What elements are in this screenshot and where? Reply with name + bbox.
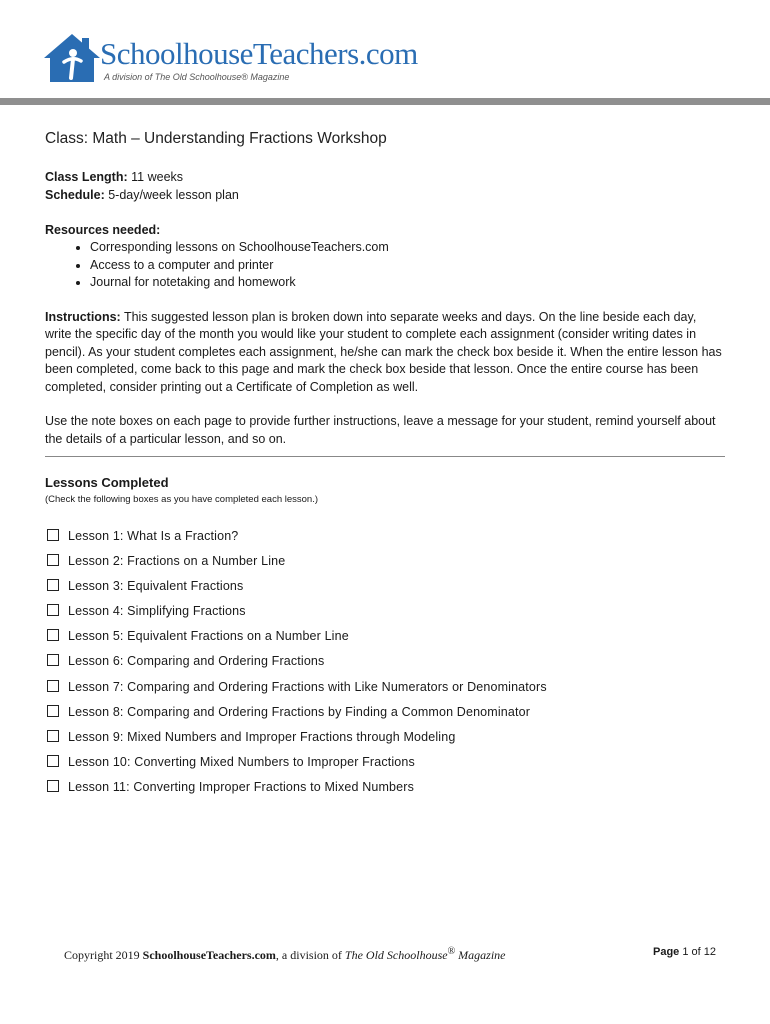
schedule-row xyxy=(45,186,725,204)
lesson-row xyxy=(45,578,725,603)
lesson-checkbox[interactable] xyxy=(47,554,59,566)
lesson-label: Lesson 6: Comparing and Ordering Fractions xyxy=(68,654,325,669)
lessons-heading: Lessons Completed xyxy=(45,475,169,490)
lesson-row xyxy=(45,653,725,678)
lesson-row xyxy=(45,553,725,578)
logo-wordmark: SchoolhouseTeachers.com xyxy=(100,36,418,71)
class-overview xyxy=(45,130,725,448)
instructions-text: This suggested lesson plan is broken down into separate weeks and days. On the line beside each day, write the specific day of the month you would like your student to complete each assignment (consider writing dates in pencil). As your student completes each assignment, he/she can mark the check box beside it. When the entire lesson has been completed, come back to this page and mark the check box beside that lesson. Once the entire course has been completed, consider printing out a Certificate of Completion as well. xyxy=(45,309,722,394)
lesson-label: Lesson 9: Mixed Numbers and Improper Fractions through Modeling xyxy=(68,729,456,744)
lesson-checkbox[interactable] xyxy=(47,604,59,616)
lesson-label: Lesson 1: What Is a Fraction? xyxy=(68,529,239,543)
page-total: of 12 xyxy=(691,946,716,958)
lesson-checkbox[interactable] xyxy=(47,529,59,541)
lesson-row xyxy=(45,679,725,704)
copyright-magazine: The Old Schoolhouse xyxy=(344,948,448,962)
lesson-label: Lesson 11: Converting Improper Fractions to Mixed Numbers xyxy=(68,779,414,794)
registered-mark: ® xyxy=(447,946,456,957)
section-divider xyxy=(45,456,725,457)
copyright-line xyxy=(64,946,506,963)
copyright-magazine-suffix: Magazine xyxy=(458,948,506,962)
resource-item: • Journal for notetaking and homework xyxy=(90,274,725,292)
lesson-row xyxy=(45,628,725,653)
lesson-label: Lesson 8: Comparing and Ordering Fractions by Finding a Common Denominator xyxy=(68,704,531,719)
lesson-checkbox[interactable] xyxy=(47,705,59,717)
lesson-label: Lesson 3: Equivalent Fractions xyxy=(68,579,244,594)
lesson-checkbox[interactable] xyxy=(47,654,59,666)
resources-heading: Resources needed: xyxy=(45,223,161,237)
page-current: 1 xyxy=(682,946,689,958)
logo-subtitle: A division of The Old Schoolhouse® Magazine xyxy=(104,72,290,82)
resource-item: • Access to a computer and printer xyxy=(90,257,725,275)
lesson-label: Lesson 5: Equivalent Fractions on a Number Line xyxy=(68,629,349,644)
lesson-checkbox[interactable] xyxy=(47,730,59,742)
copyright-middle: , a division of xyxy=(275,948,342,962)
class-length-value: 11 weeks xyxy=(131,170,184,184)
copyright-brand: SchoolhouseTeachers.com xyxy=(142,948,276,962)
lesson-label: Lesson 4: Simplifying Fractions xyxy=(68,604,246,619)
page-title: Class: Math – Understanding Fractions Workshop xyxy=(45,130,387,147)
copyright-prefix: Copyright 2019 xyxy=(64,948,140,962)
lesson-checkbox[interactable] xyxy=(47,579,59,591)
class-length-row xyxy=(45,168,725,186)
page-footer xyxy=(64,946,724,966)
page-number xyxy=(653,946,716,958)
instructions-paragraph xyxy=(45,309,725,397)
schedule-value: 5-day/week lesson plan xyxy=(108,188,239,202)
lesson-label: Lesson 7: Comparing and Ordering Fractions with Like Numerators or Denominators xyxy=(68,679,547,694)
schedule-label: Schedule: xyxy=(45,188,105,202)
header-divider-bar xyxy=(0,98,770,105)
lesson-checkbox[interactable] xyxy=(47,755,59,767)
resources-list xyxy=(45,239,725,292)
instructions-label: Instructions: xyxy=(45,309,121,324)
lesson-label: Lesson 10: Converting Mixed Numbers to Improper Fractions xyxy=(68,754,415,769)
lesson-row xyxy=(45,729,725,754)
house-logo-icon xyxy=(42,32,104,84)
lesson-checkbox[interactable] xyxy=(47,680,59,692)
notes-paragraph: Use the note boxes on each page to provide further instructions, leave a message for your student, remind yourself about the details of a particular lesson, and so on. xyxy=(45,414,716,446)
page-label: Page xyxy=(652,946,680,958)
resource-item: • Corresponding lessons on SchoolhouseTeachers.com xyxy=(90,239,725,257)
lesson-row xyxy=(45,704,725,729)
lessons-section xyxy=(45,474,725,804)
lesson-checkbox[interactable] xyxy=(47,629,59,641)
lesson-checkbox[interactable] xyxy=(47,780,59,792)
lesson-checklist xyxy=(45,528,725,804)
lesson-row xyxy=(45,528,725,553)
lesson-label: Lesson 2: Fractions on a Number Line xyxy=(68,554,286,569)
lesson-row xyxy=(45,754,725,779)
lesson-row xyxy=(45,603,725,628)
class-length-label: Class Length: xyxy=(45,170,128,184)
lesson-row xyxy=(45,779,725,804)
page-header xyxy=(0,0,770,106)
lessons-note: (Check the following boxes as you have completed each lesson.) xyxy=(45,494,319,505)
